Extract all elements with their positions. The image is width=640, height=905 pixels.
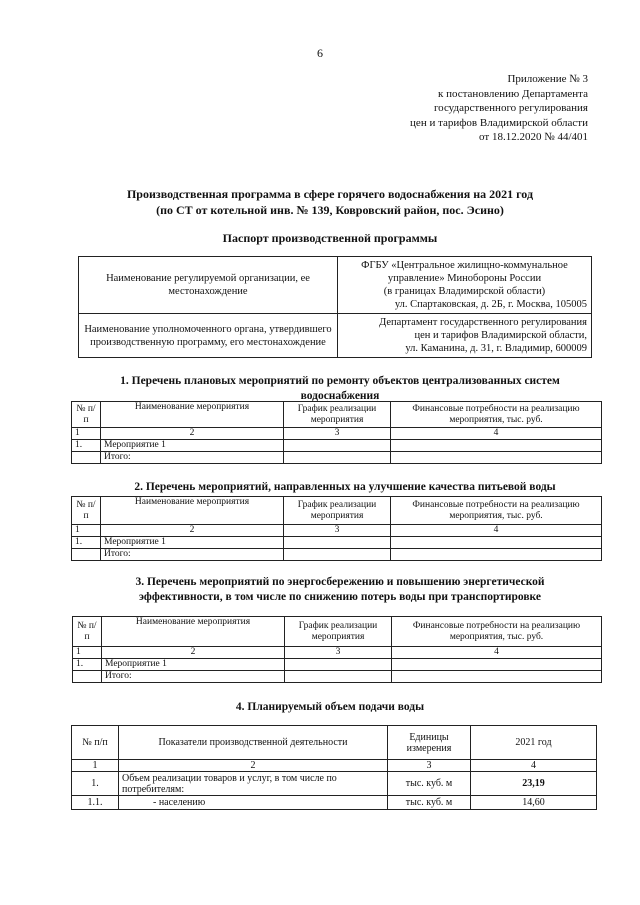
header-cell: График реализации мероприятия xyxy=(284,497,391,525)
passport-value xyxy=(338,257,592,314)
table-cell: тыс. куб. м xyxy=(388,796,471,810)
title-line: водоснабжения xyxy=(300,390,380,402)
table-cell xyxy=(391,549,602,561)
table-cell: 1. xyxy=(73,659,102,671)
table-row xyxy=(72,537,602,549)
value-line: управление» Минобороны России xyxy=(387,273,542,284)
table-row xyxy=(73,647,602,659)
header-cell: № п/п xyxy=(72,402,101,428)
title-line: эффективности, в том числе по снижению потерь воды при транспортировке xyxy=(139,591,541,603)
table-row xyxy=(73,659,602,671)
table-row xyxy=(73,671,602,683)
header-cell: Единицы измерения xyxy=(388,726,471,760)
number-cell: 2 xyxy=(101,525,284,537)
table-header-row xyxy=(72,402,602,428)
table-header-row xyxy=(73,617,602,647)
value-cell: 14,60 xyxy=(471,796,597,810)
table-cell xyxy=(392,659,602,671)
table-cell: Мероприятие 1 xyxy=(101,440,284,452)
total-cell: Итого: xyxy=(101,452,284,464)
number-cell: 3 xyxy=(284,525,391,537)
header-cell: График реализации мероприятия xyxy=(285,617,392,647)
table-row xyxy=(72,549,602,561)
table-cell xyxy=(285,671,392,683)
header-cell: Наименование мероприятия xyxy=(101,402,284,428)
passport-table xyxy=(78,256,592,358)
header-cell: Показатели производственной деятельности xyxy=(119,726,388,760)
table-header-row xyxy=(72,726,597,760)
header-cell: № п/п xyxy=(73,617,102,647)
number-cell: 3 xyxy=(285,647,392,659)
header-cell: Финансовые потребности на реализацию мероприятия, тыс. руб. xyxy=(391,402,602,428)
number-cell: 1 xyxy=(72,428,101,440)
section3-table xyxy=(72,616,602,683)
appendix-line: к постановлению Департамента xyxy=(437,87,588,100)
appendix-line: Приложение № 3 xyxy=(507,73,588,85)
header-cell: № п/п xyxy=(72,497,101,525)
table-cell xyxy=(285,659,392,671)
number-cell: 1 xyxy=(73,647,102,659)
table-row xyxy=(72,525,602,537)
document-title xyxy=(70,186,590,218)
table-cell: 1.1. xyxy=(72,796,119,810)
number-cell: 1 xyxy=(72,760,119,772)
value-line: ФГБУ «Центральное жилищно-коммунальное xyxy=(361,260,568,271)
table-cell: тыс. куб. м xyxy=(388,772,471,796)
header-cell: Наименование мероприятия xyxy=(102,617,285,647)
passport-value xyxy=(338,314,592,358)
table-cell: 1. xyxy=(72,772,119,796)
table-row xyxy=(72,440,602,452)
table-row xyxy=(72,428,602,440)
header-cell: График реализации мероприятия xyxy=(284,402,391,428)
section4-table xyxy=(71,725,597,810)
page-number: 6 xyxy=(317,46,323,60)
table-cell: - населению xyxy=(119,796,388,810)
header-cell: Финансовые потребности на реализацию мероприятия, тыс. руб. xyxy=(392,617,602,647)
title-line: 4. Планируемый объем подачи воды xyxy=(235,701,425,713)
table-cell xyxy=(391,452,602,464)
table-row xyxy=(72,760,597,772)
value-cell: 23,19 xyxy=(471,772,597,796)
total-cell: Итого: xyxy=(102,671,285,683)
appendix-block xyxy=(410,72,588,145)
number-cell: 2 xyxy=(102,647,285,659)
number-cell: 3 xyxy=(284,428,391,440)
section2-table xyxy=(71,496,602,561)
table-cell xyxy=(73,671,102,683)
section1-title xyxy=(80,374,600,404)
passport-label: Наименование уполномоченного органа, утвердившего производственную программу, его местонахождение xyxy=(79,314,338,358)
section4-title xyxy=(80,700,580,715)
title-line: 2. Перечень мероприятий, направленных на улучшение качества питьевой воды xyxy=(134,481,556,493)
section3-title xyxy=(80,575,600,605)
header-cell: № п/п xyxy=(72,726,119,760)
number-cell: 4 xyxy=(471,760,597,772)
table-cell xyxy=(72,452,101,464)
section1-table xyxy=(71,401,602,464)
table-row xyxy=(79,257,592,314)
table-cell xyxy=(392,671,602,683)
table-cell xyxy=(72,549,101,561)
header-cell: 2021 год xyxy=(471,726,597,760)
table-cell xyxy=(284,537,391,549)
title-line: (по СТ от котельной инв. № 139, Ковровский район, пос. Эсино) xyxy=(156,203,504,217)
table-header-row xyxy=(72,497,602,525)
table-row xyxy=(72,452,602,464)
header-cell: Наименование мероприятия xyxy=(101,497,284,525)
total-cell: Итого: xyxy=(101,549,284,561)
title-line: 1. Перечень плановых мероприятий по ремонту объектов централизованных систем xyxy=(120,375,560,387)
number-cell: 2 xyxy=(101,428,284,440)
table-cell xyxy=(284,440,391,452)
table-cell xyxy=(284,549,391,561)
passport-title: Паспорт производственной программы xyxy=(222,231,438,245)
appendix-line: от 18.12.2020 № 44/401 xyxy=(479,131,588,143)
appendix-line: цен и тарифов Владимирской области xyxy=(410,116,588,129)
number-cell: 4 xyxy=(391,525,602,537)
table-cell: Мероприятие 1 xyxy=(102,659,285,671)
header-cell: Финансовые потребности на реализацию мероприятия, тыс. руб. xyxy=(391,497,602,525)
table-row xyxy=(72,772,597,796)
value-line: Департамент государственного регулирования xyxy=(379,317,587,328)
table-cell xyxy=(284,452,391,464)
number-cell: 1 xyxy=(72,525,101,537)
table-cell: Объем реализации товаров и услуг, в том числе по потребителям: xyxy=(119,772,388,796)
title-line: Производственная программа в сфере горячего водоснабжения на 2021 год xyxy=(126,187,534,201)
value-line: ул. Каманина, д. 31, г. Владимир, 600009 xyxy=(405,343,587,354)
table-cell: Мероприятие 1 xyxy=(101,537,284,549)
section2-title xyxy=(80,480,610,495)
number-cell: 2 xyxy=(119,760,388,772)
table-cell: 1. xyxy=(72,440,101,452)
table-cell xyxy=(391,440,602,452)
value-line: цен и тарифов Владимирской области, xyxy=(414,330,587,341)
table-row xyxy=(72,796,597,810)
number-cell: 4 xyxy=(392,647,602,659)
table-cell xyxy=(391,537,602,549)
passport-label: Наименование регулируемой организации, ее местонахождение xyxy=(79,257,338,314)
table-cell: 1. xyxy=(72,537,101,549)
number-cell: 3 xyxy=(388,760,471,772)
number-cell: 4 xyxy=(391,428,602,440)
appendix-line: государственного регулирования xyxy=(433,102,588,114)
title-line: 3. Перечень мероприятий по энергосбережению и повышению энергетической xyxy=(135,576,545,588)
value-line: ул. Спартаковская, д. 2Б, г. Москва, 105005 xyxy=(394,299,587,310)
value-line: (в границах Владимирской области) xyxy=(383,286,546,297)
table-row xyxy=(79,314,592,358)
